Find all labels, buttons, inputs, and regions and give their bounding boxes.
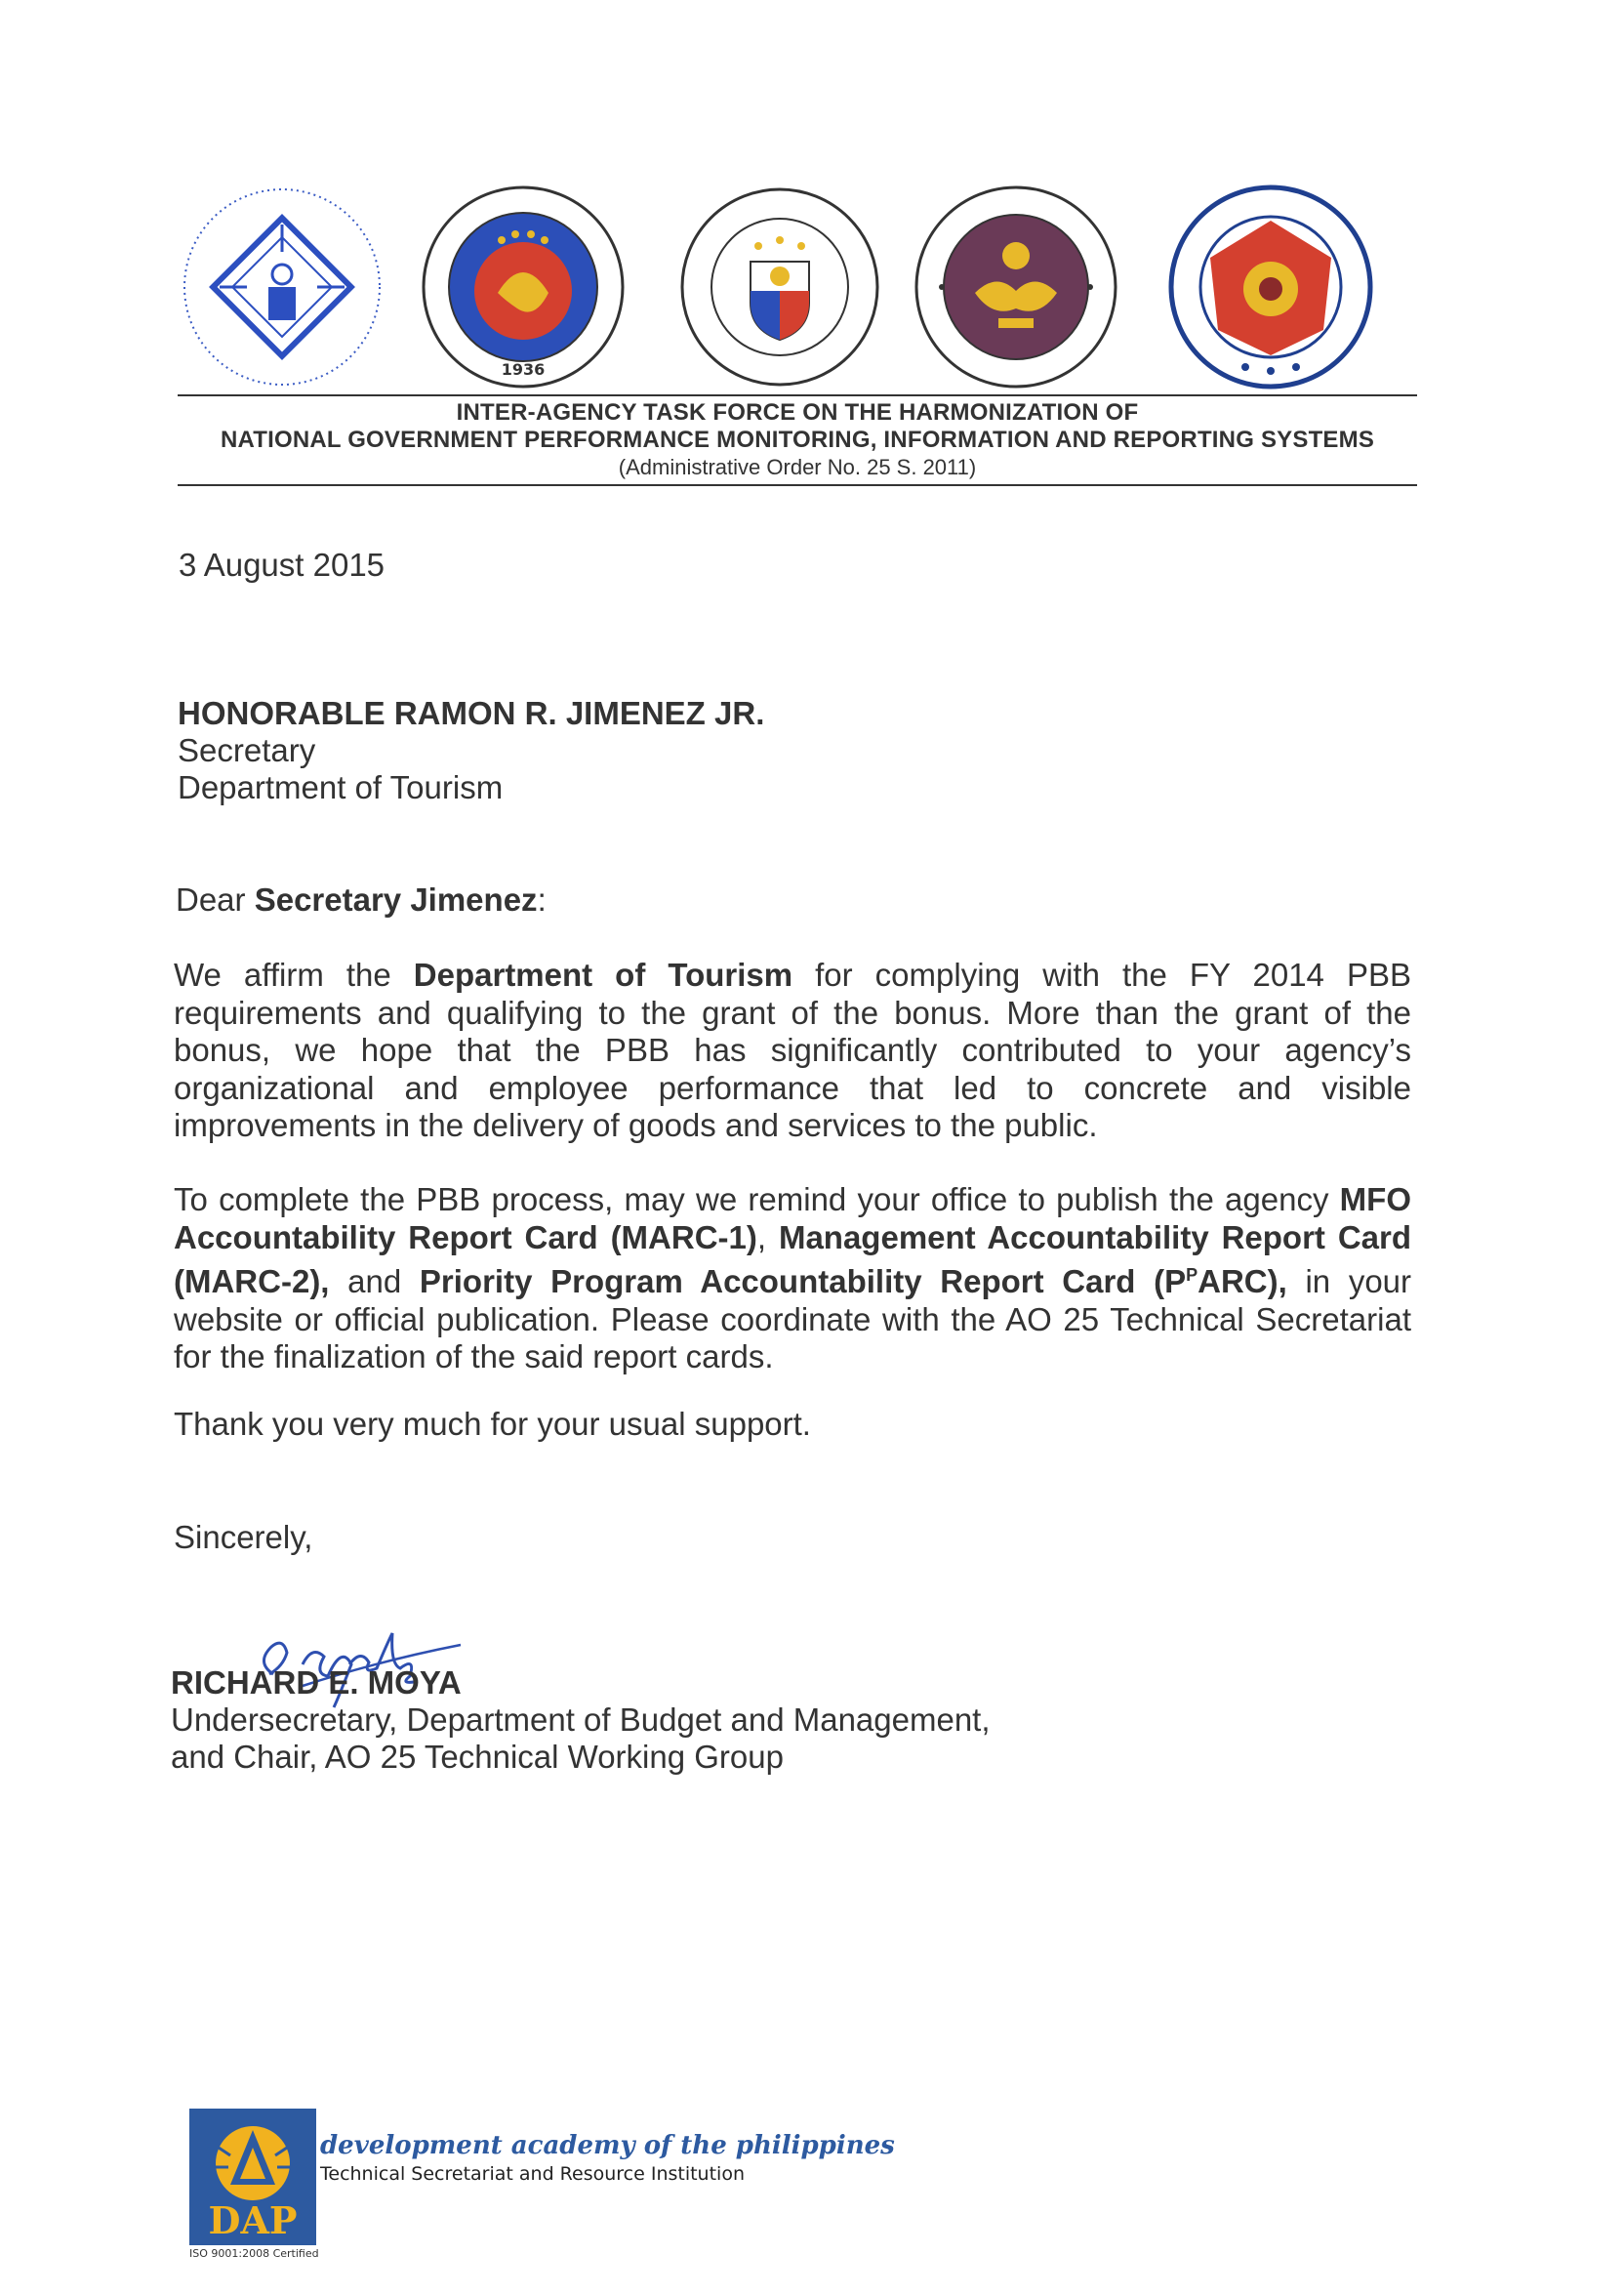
iso-certification: ISO 9001:2008 Certified — [189, 2247, 319, 2260]
dof-seal-icon — [913, 184, 1119, 390]
task-force-title-line2: NATIONAL GOVERNMENT PERFORMANCE MONITORING, INFORMATION AND REPORTING SYSTEMS — [220, 427, 1375, 453]
recipient-organization: Department of Tourism — [178, 769, 504, 805]
closing: Sincerely, — [174, 1519, 313, 1555]
signer-title-line2: and Chair, AO 25 Technical Working Group — [171, 1739, 784, 1775]
paragraph-affirmation — [174, 957, 1411, 1145]
paragraph-reminder-text-h: in your website or official publication. Please coordinate with the AO 25 Technical Secretariat for the finalization of the said report cards. — [174, 1263, 1412, 1374]
paragraph-reminder — [174, 1181, 1411, 1376]
salutation — [176, 882, 547, 920]
pangasiwaan-sa-kabuhayan-seal-icon — [179, 184, 386, 390]
paragraph-reminder-text-a: To complete the PBB process, may we remind your office to publish the agency — [174, 1181, 1340, 1217]
pparc-label-a: Priority Program Accountability Report Card (P — [419, 1263, 1187, 1299]
pms-seal-icon — [1167, 184, 1374, 390]
pparc-label-b: ARC), — [1198, 1263, 1287, 1299]
dap-organization-name: development academy of the philippines — [320, 2131, 895, 2160]
marc-1-label: MFO Accountability Report Card (MARC-1) — [174, 1181, 1411, 1255]
signer-name: RICHARD E. MOYA — [171, 1664, 462, 1701]
dap-logo-icon — [189, 2109, 316, 2245]
header-top-rule — [178, 394, 1417, 396]
recipient-title: Secretary — [178, 732, 316, 768]
dap-logo-text: DAP — [208, 2198, 298, 2242]
pparc-label — [420, 1263, 1287, 1299]
header-bottom-rule — [178, 484, 1417, 486]
administrative-order-line: (Administrative Order No. 25 S. 2011) — [618, 455, 977, 479]
paragraph-reminder-text-c: , — [756, 1218, 779, 1255]
paragraph-reminder-text-e: and — [329, 1263, 420, 1299]
thank-you-line: Thank you very much for your usual support. — [174, 1406, 811, 1442]
task-force-title-line1: INTER-AGENCY TASK FORCE ON THE HARMONIZATION OF — [456, 399, 1139, 426]
salutation-name: Secretary Jimenez — [254, 882, 538, 918]
office-of-the-president-seal-icon — [676, 184, 883, 390]
recipient-name: HONORABLE RAMON R. JIMENEZ JR. — [178, 695, 765, 731]
dbm-seal-icon — [420, 184, 627, 390]
paragraph-affirmation-text-c: for complying with the FY 2014 PBB requirements and qualifying to the grant of the bonus. More than the grant of the bonus, we hope that the PBB has significantly contributed to your agency’s organizational and employee performance that led to concrete and visible improvements in the delivery of goods and services to the public. — [174, 957, 1411, 1143]
letter-date: 3 August 2015 — [179, 547, 386, 583]
marc-2-label: Management Accountability Report Card (MARC-2), — [174, 1218, 1411, 1299]
pparc-superscript: P — [1186, 1265, 1198, 1285]
signer-title-line1: Undersecretary, Department of Budget and Management, — [171, 1702, 991, 1738]
dbm-seal-year: 1936 — [501, 360, 546, 379]
salutation-prefix: Dear — [176, 882, 255, 918]
dap-organization-subtitle: Technical Secretariat and Resource Institution — [320, 2163, 745, 2185]
paragraph-affirmation-text-a: We affirm the — [174, 957, 414, 993]
paragraph-affirmation-agency: Department of Tourism — [413, 957, 793, 993]
salutation-suffix: : — [537, 882, 547, 918]
